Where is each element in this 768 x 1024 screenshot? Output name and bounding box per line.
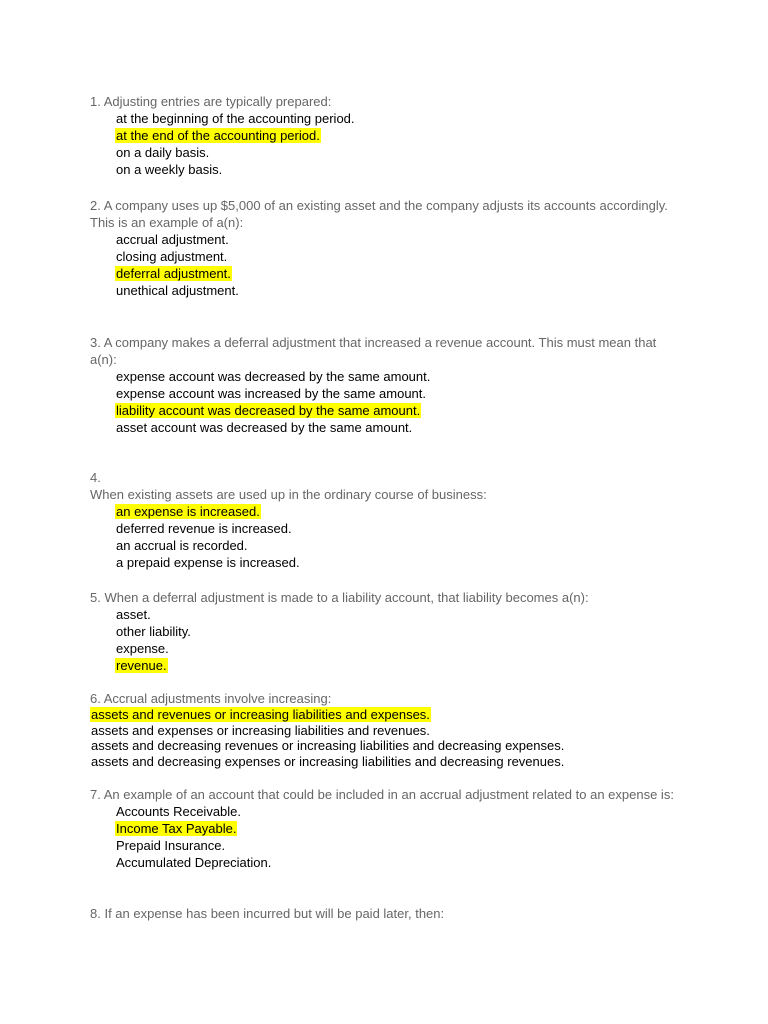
answer-option: assets and decreasing expenses or increasing liabilities and decreasing revenues. — [91, 753, 565, 769]
question-8 — [90, 905, 680, 922]
answer-option-correct: at the end of the accounting period. — [116, 128, 320, 143]
answer-option-correct: liability account was decreased by the same amount. — [116, 403, 421, 418]
question-7 — [90, 786, 680, 871]
answer-option-correct: deferral adjustment. — [116, 266, 231, 281]
answer-option: other liability. — [116, 624, 191, 639]
answer-option-correct: revenue. — [116, 658, 167, 673]
answer-options — [90, 503, 680, 571]
answer-option: expense. — [116, 641, 169, 656]
answer-option: asset. — [116, 607, 151, 622]
answer-option: a prepaid expense is increased. — [116, 555, 300, 570]
answer-option: asset account was decreased by the same amount. — [116, 420, 413, 435]
answer-option: assets and decreasing revenues or increasing liabilities and decreasing expenses. — [91, 738, 565, 753]
question-4 — [90, 469, 680, 571]
answer-option-correct: assets and revenues or increasing liabilities and expenses. — [91, 707, 430, 722]
question-1 — [90, 93, 680, 178]
answer-option: assets and expenses or increasing liabilities and revenues. — [91, 722, 430, 738]
answer-option: deferred revenue is increased. — [116, 521, 292, 536]
answer-options — [90, 707, 680, 769]
question-2 — [90, 197, 680, 299]
answer-option: Accumulated Depreciation. — [116, 855, 272, 870]
answer-options — [90, 606, 680, 674]
answer-option: accrual adjustment. — [116, 232, 229, 247]
answer-option: unethical adjustment. — [116, 283, 239, 298]
question-3 — [90, 334, 680, 436]
question-text: 2. A company uses up $5,000 of an existing asset and the company adjusts its accounts accordingly. This is an example of a(n): — [90, 198, 668, 230]
question-text: 3. A company makes a deferral adjustment that increased a revenue account. This must mean that a(n): — [90, 335, 657, 367]
question-text: 1. Adjusting entries are typically prepared: — [90, 94, 332, 109]
question-text: 7. An example of an account that could be included in an accrual adjustment related to an expense is: — [90, 787, 674, 802]
answer-option: an accrual is recorded. — [116, 538, 248, 553]
question-text: 5. When a deferral adjustment is made to a liability account, that liability becomes a(n): — [90, 590, 589, 605]
answer-options — [90, 803, 680, 871]
answer-option: Prepaid Insurance. — [116, 838, 226, 853]
question-text: 4. When existing assets are used up in the ordinary course of business: — [90, 470, 487, 502]
answer-option: expense account was increased by the same amount. — [116, 386, 427, 401]
question-5 — [90, 589, 680, 674]
answer-option: at the beginning of the accounting period. — [116, 111, 355, 126]
question-6 — [90, 690, 680, 769]
answer-option-correct: an expense is increased. — [116, 504, 260, 519]
answer-option-correct: Income Tax Payable. — [116, 821, 237, 836]
answer-options — [90, 368, 680, 436]
answer-options — [90, 231, 680, 299]
answer-option: on a daily basis. — [116, 145, 210, 160]
answer-option: expense account was decreased by the same amount. — [116, 369, 431, 384]
question-text: 8. If an expense has been incurred but will be paid later, then: — [90, 906, 445, 921]
question-text: 6. Accrual adjustments involve increasing: — [90, 691, 332, 706]
answer-options — [90, 110, 680, 178]
answer-option: Accounts Receivable. — [116, 804, 242, 819]
answer-option: closing adjustment. — [116, 249, 228, 264]
answer-option: on a weekly basis. — [116, 162, 223, 177]
